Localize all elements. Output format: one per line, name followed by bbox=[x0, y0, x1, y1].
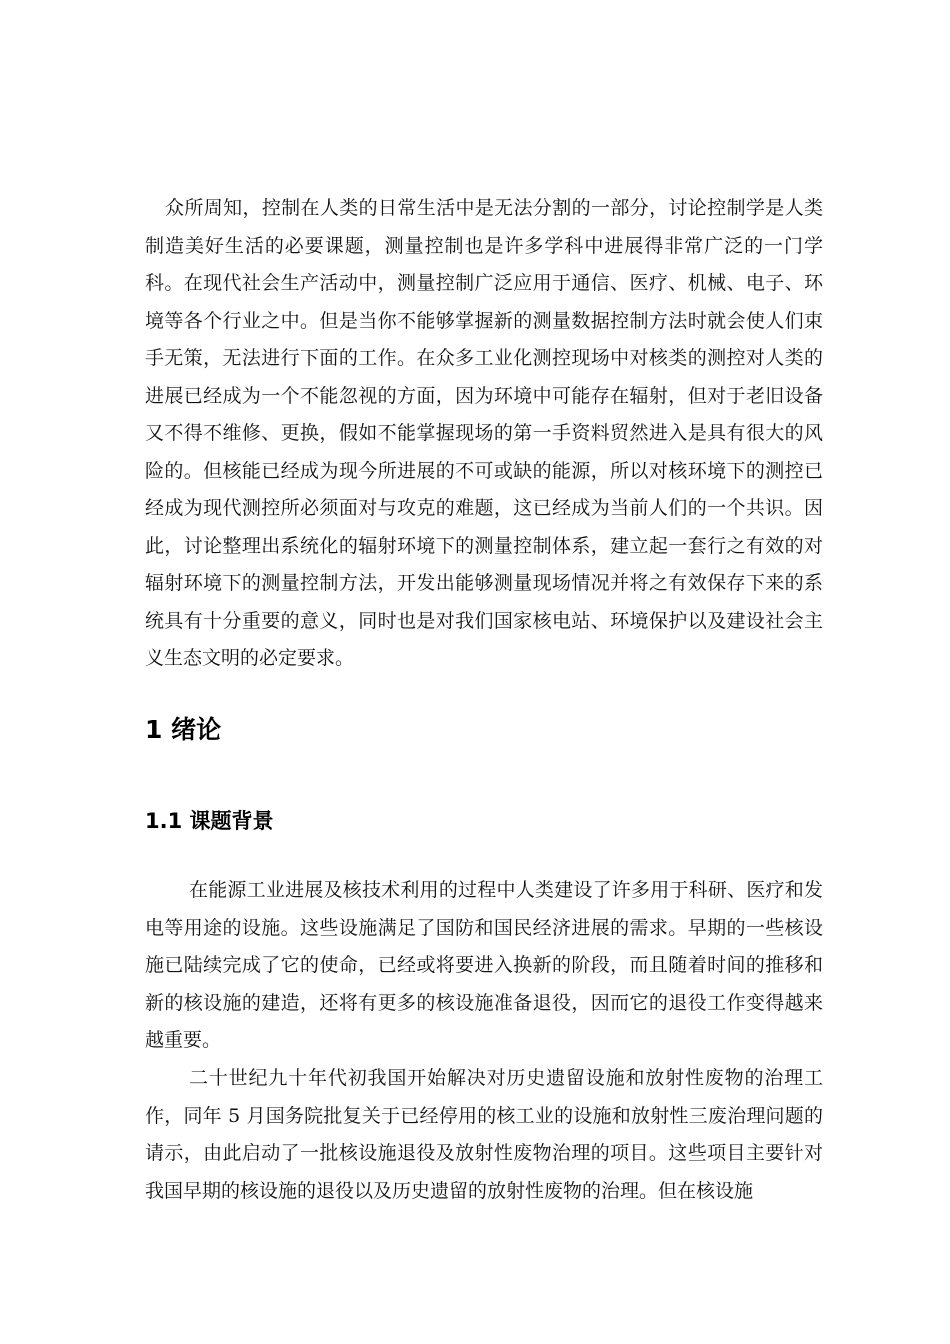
section-paragraph-2: 二十世纪九十年代初我国开始解决对历史遗留设施和放射性废物的治理工作，同年 5 月国务院批复关于已经停用的核工业的设施和放射性三废治理问题的请示，由此启动了一批核设施退役及放射性废物治理的项目。这些项目主要针对我国早期的核设施的退役以及历史遗留的放射性废物的治理。但在核设施 bbox=[145, 1067, 823, 1202]
intro-paragraph: 众所周知，控制在人类的日常生活中是无法分割的一部分，讨论控制学是人类制造美好生活的必要课题，测量控制也是许多学科中进展得非常广泛的一门学科。在现代社会生产活动中，测量控制广泛应用于通信、医疗、机械、电子、环境等各个行业之中。但是当你不能够掌握新的测量数据控制方法时就会使人们束手无策，无法进行下面的工作。在众多工业化测控现场中对核类的测控对人类的进展已经成为一个不能忽视的方面，因为环境中可能存在辐射，但对于老旧设备又不得不维修、更换，假如不能掌握现场的第一手资料贸然进入是具有很大的风险的。但核能已经成为现今所进展的不可或缺的能源，所以对核环境下的测控已经成为现代测控所必须面对与攻克的难题，这已经成为当前人们的一个共识。因此，讨论整理出系统化的辐射环境下的测量控制体系，建立起一套行之有效的对辐射环境下的测量控制方法，开发出能够测量现场情况并将之有效保存下来的系统具有十分重要的意义，同时也是对我们国家核电站、环境保护以及建设社会主义生态文明的必定要求。 bbox=[145, 197, 823, 669]
chapter-heading: 1 绪论 bbox=[145, 715, 222, 744]
section-paragraph-1: 在能源工业进展及核技术利用的过程中人类建设了许多用于科研、医疗和发电等用途的设施。这些设施满足了国防和国民经济进展的需求。早期的一些核设施已陆续完成了它的使命，已经或将要进入换新的阶段，而且随着时间的推移和新的核设施的建造，还将有更多的核设施准备退役，因而它的退役工作变得越来越重要。 bbox=[145, 879, 823, 1051]
section-heading: 1.1 课题背景 bbox=[145, 809, 274, 833]
